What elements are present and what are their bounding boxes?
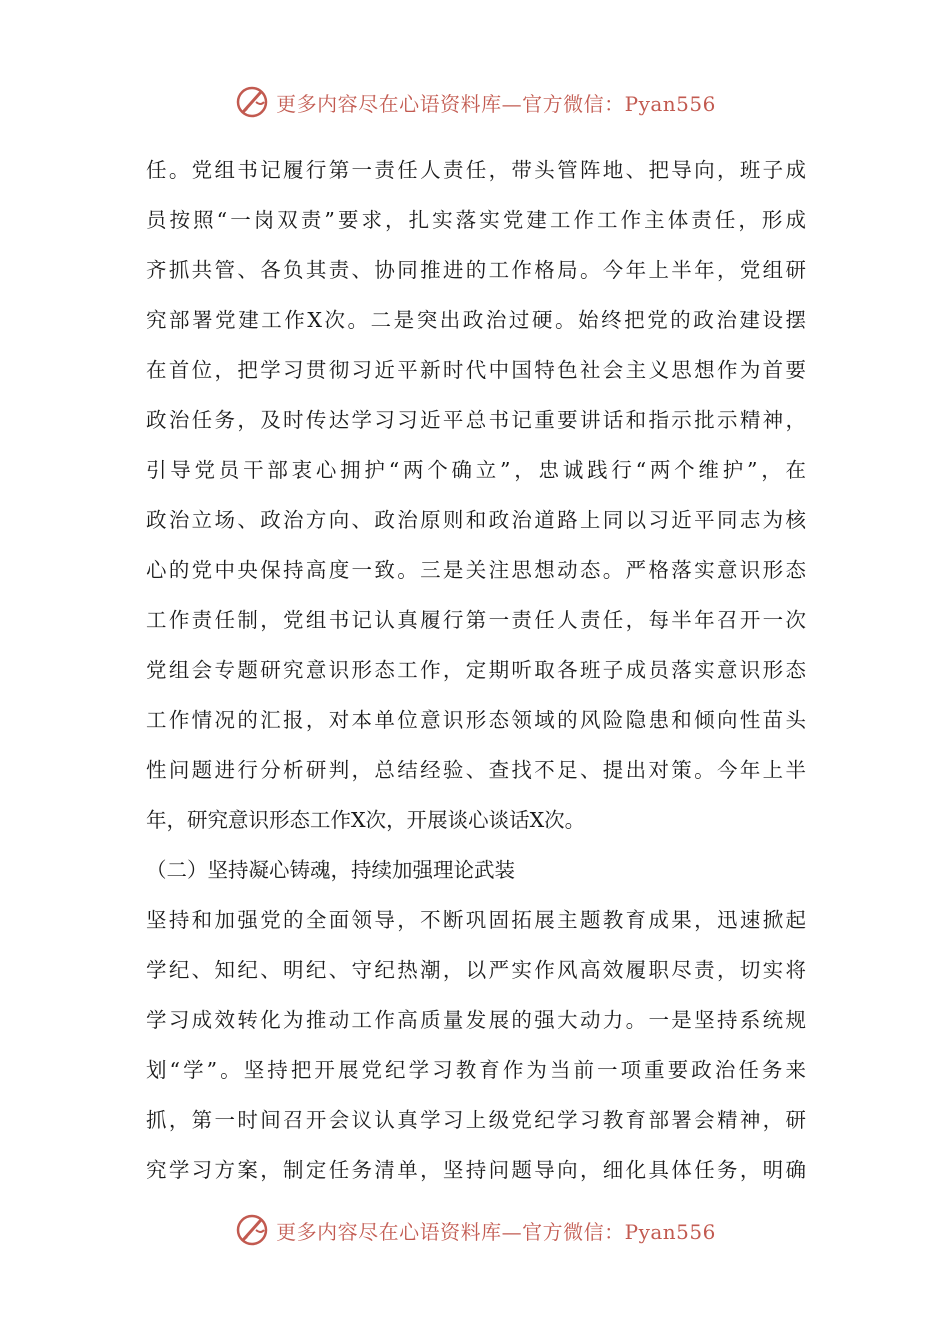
text-line: 心的党中央保持高度一致。三是关注思想动态。严格落实意识形态: [146, 558, 806, 582]
text-line: 引导党员干部衷心拥护“两个确立”，忠诚践行“两个维护”，在: [146, 458, 806, 482]
pen-circle-logo-icon: [234, 84, 270, 120]
text-line: 究部署党建工作X次。二是突出政治过硬。始终把党的政治建设摆: [146, 308, 806, 332]
text-line: 党组会专题研究意识形态工作，定期听取各班子成员落实意识形态: [146, 658, 806, 682]
text-line: 性问题进行分析研判，总结经验、查找不足、提出对策。今年上半: [146, 758, 806, 782]
text-line: 坚持和加强党的全面领导，不断巩固拓展主题教育成果，迅速掀起: [146, 908, 806, 932]
text-line: 员按照“一岗双责”要求，扎实落实党建工作工作主体责任，形成: [146, 208, 806, 232]
text-line: 划“学”。坚持把开展党纪学习教育作为当前一项重要政治任务来: [146, 1058, 806, 1082]
text-line: 工作情况的汇报，对本单位意识形态领域的风险隐患和倾向性苗头: [146, 708, 806, 732]
text-line: 抓，第一时间召开会议认真学习上级党纪学习教育部署会精神，研: [146, 1108, 806, 1132]
pen-circle-logo-icon: [234, 1212, 270, 1248]
text-line: 学纪、知纪、明纪、守纪热潮，以严实作风高效履职尽责，切实将: [146, 958, 806, 982]
text-line: 任。党组书记履行第一责任人责任，带头管阵地、把导向，班子成: [146, 158, 806, 182]
paragraph-1: [146, 148, 806, 848]
paragraph-2: [146, 898, 806, 1198]
header-banner: [0, 82, 950, 122]
footer-banner-text: 更多内容尽在心语资料库—官方微信：Pyan556: [276, 1219, 716, 1244]
text-line: 学习成效转化为推动工作高质量发展的强大动力。一是坚持系统规: [146, 1008, 806, 1032]
text-line: 年，研究意识形态工作X次，开展谈心谈话X次。: [146, 808, 586, 832]
text-line: 在首位，把学习贯彻习近平新时代中国特色社会主义思想作为首要: [146, 358, 806, 382]
text-line: 齐抓共管、各负其责、协同推进的工作格局。今年上半年，党组研: [146, 258, 806, 282]
text-line: 政治立场、政治方向、政治原则和政治道路上同以习近平同志为核: [146, 508, 806, 532]
text-line: 工作责任制，党组书记认真履行第一责任人责任，每半年召开一次: [146, 608, 806, 632]
footer-banner: [0, 1210, 950, 1250]
text-line: 政治任务，及时传达学习习近平总书记重要讲话和指示批示精神，: [146, 408, 806, 432]
header-banner-text: 更多内容尽在心语资料库—官方微信：Pyan556: [276, 91, 716, 116]
document-body: [146, 148, 806, 1198]
text-line: 究学习方案，制定任务清单，坚持问题导向，细化具体任务，明确: [146, 1158, 806, 1182]
section-heading: （二）坚持凝心铸魂，持续加强理论武装: [146, 858, 515, 882]
